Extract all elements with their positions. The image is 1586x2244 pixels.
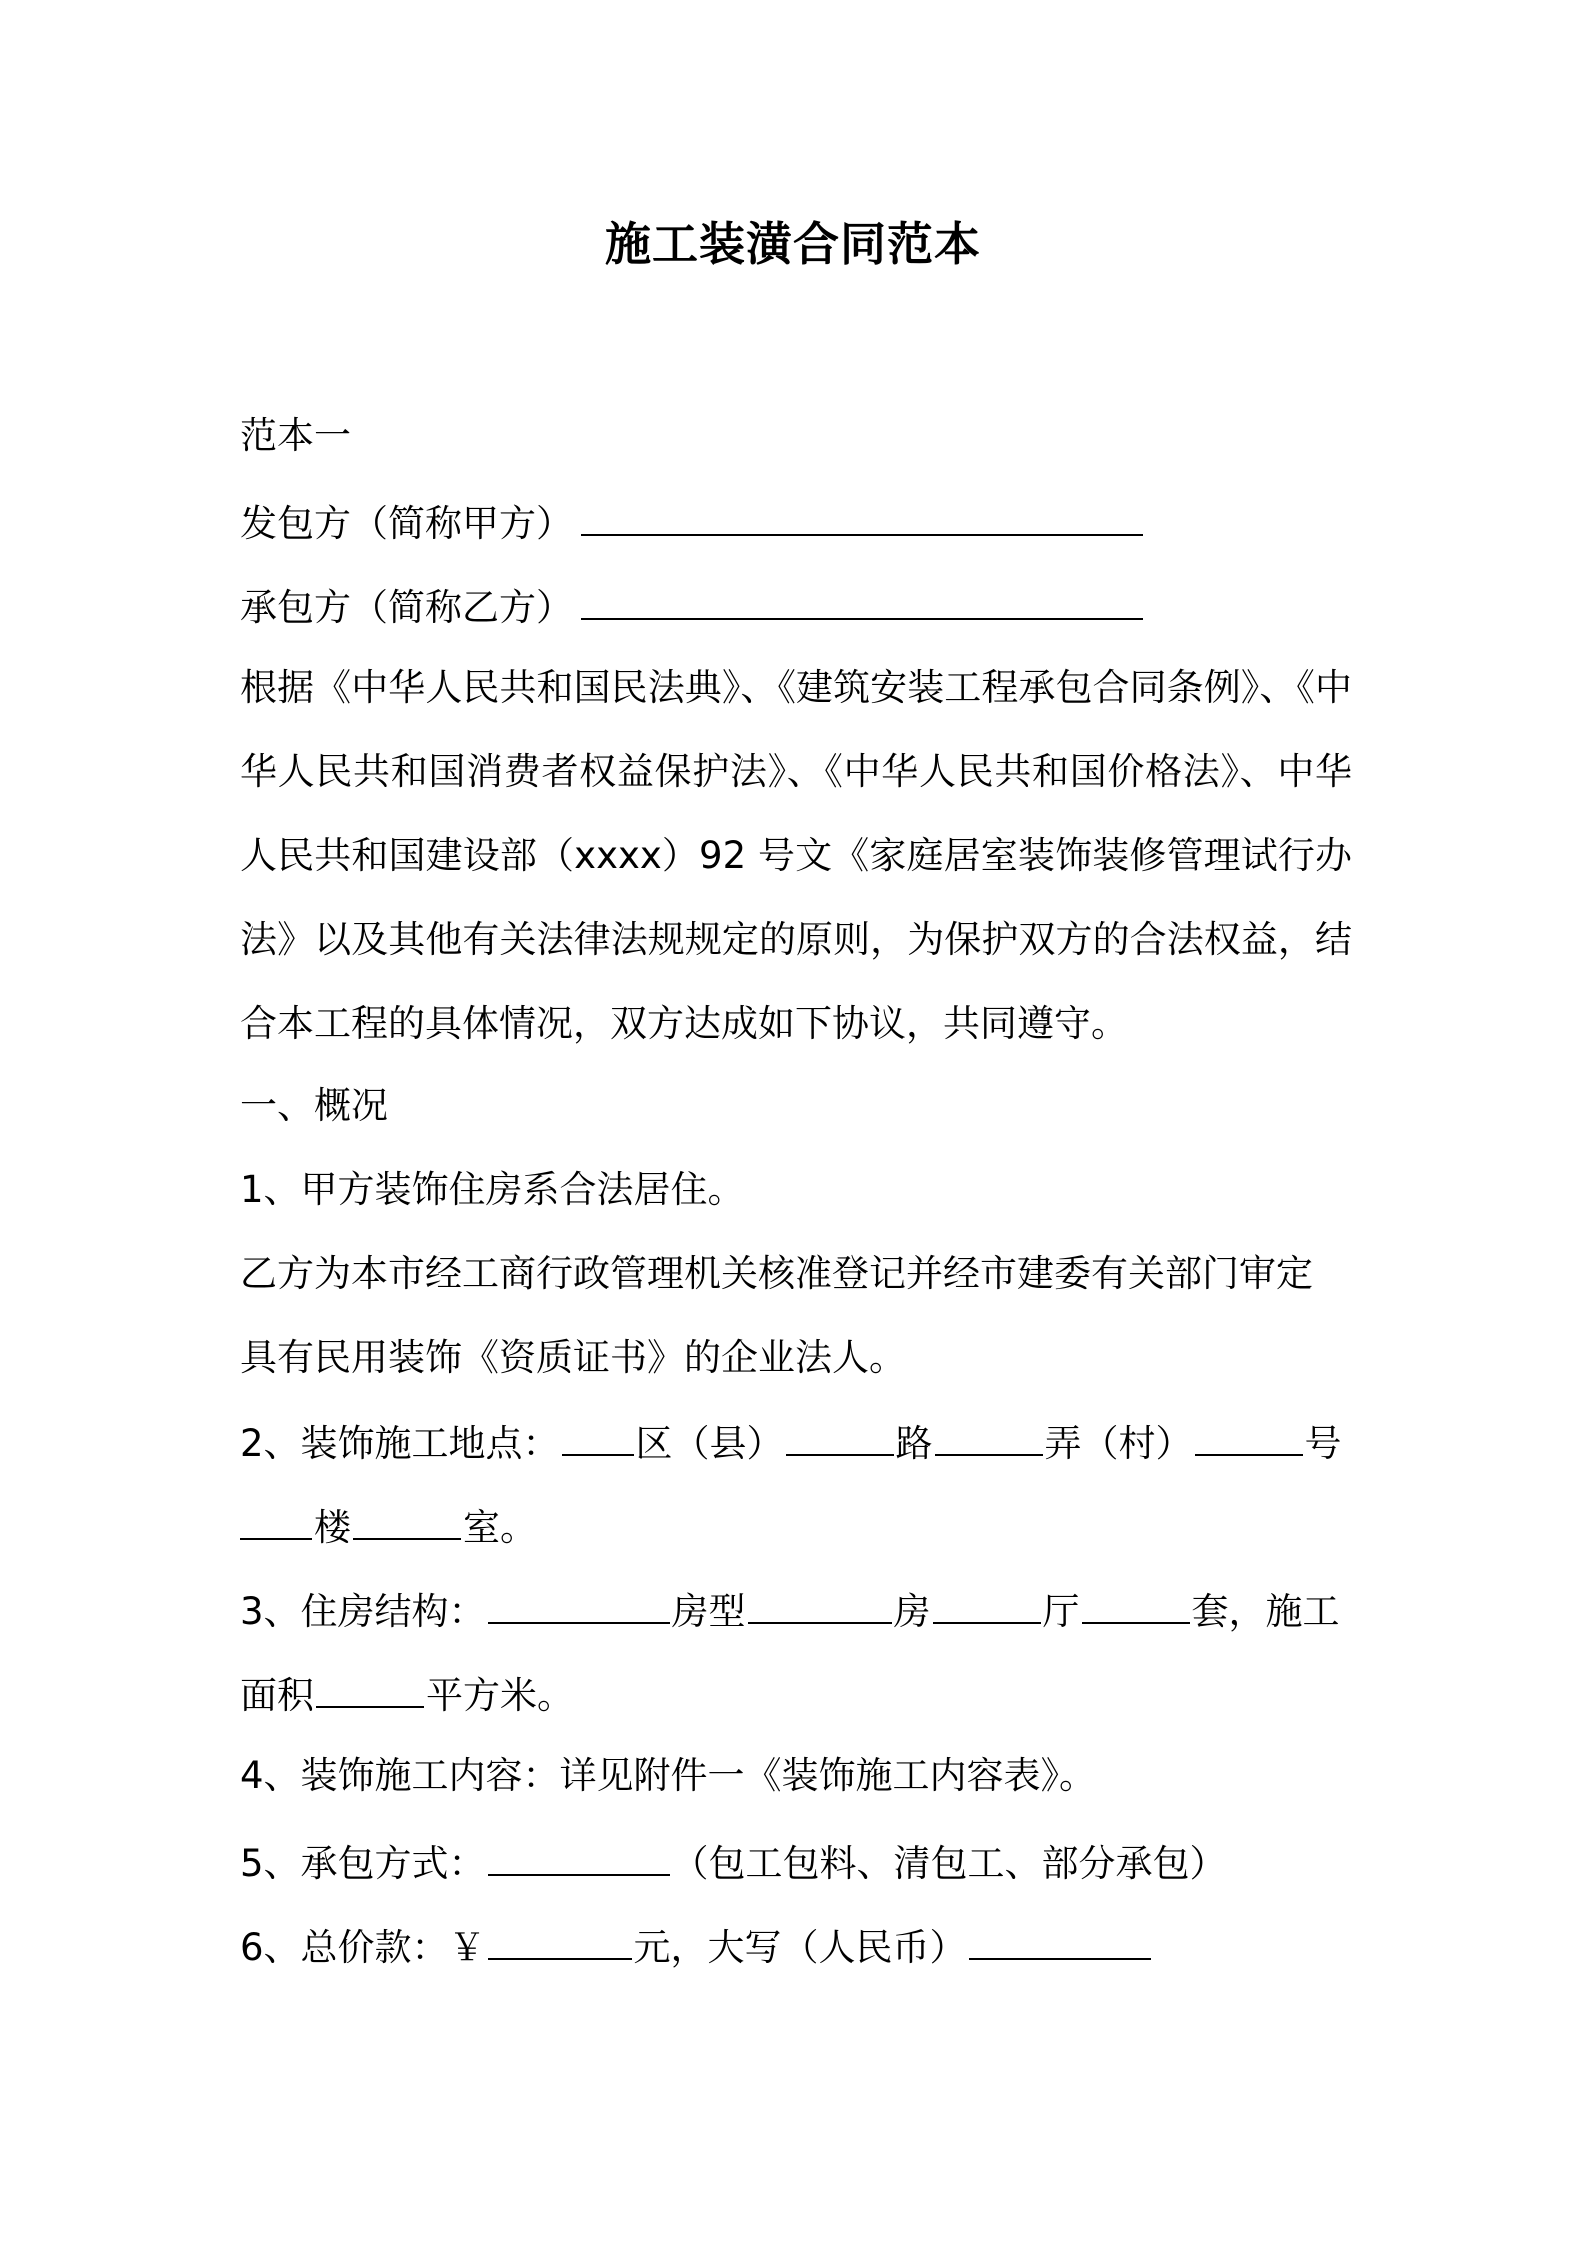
number-label: 号: [1304, 1422, 1342, 1465]
item6-line: [240, 1918, 1153, 1974]
building-blank[interactable]: [240, 1498, 312, 1540]
sample-label: 范本一: [240, 414, 351, 457]
district-blank[interactable]: [562, 1414, 634, 1456]
road-label: 路: [895, 1422, 933, 1465]
lane-blank[interactable]: [935, 1414, 1043, 1456]
lane-label: 弄（村）: [1044, 1422, 1193, 1465]
item3-prefix: 3、住房结构：: [240, 1590, 486, 1633]
party-b-label: 承包方（简称乙方）: [240, 586, 573, 629]
item2-prefix: 2、装饰施工地点：: [240, 1422, 560, 1465]
area-label: 面积: [240, 1674, 314, 1717]
rooms-blank[interactable]: [933, 1582, 1041, 1624]
total-price-blank[interactable]: [488, 1918, 632, 1960]
item1-cont-1: 乙方为本市经工商行政管理机关核准登记并经市建委有关部门审定: [240, 1252, 1313, 1295]
item3-line-1: [240, 1582, 1340, 1638]
party-b-blank[interactable]: [581, 578, 1143, 620]
item1: 1、甲方装饰住房系合法居住。: [240, 1168, 745, 1211]
item5-options: （包工包料、清包工、部分承包）: [671, 1842, 1227, 1885]
party-a-blank[interactable]: [581, 494, 1143, 536]
room-blank[interactable]: [353, 1498, 461, 1540]
item5-prefix: 5、承包方式：: [240, 1842, 486, 1885]
area-blank[interactable]: [316, 1666, 424, 1708]
document-title: 施工装潢合同范本: [605, 217, 981, 271]
number-blank[interactable]: [1195, 1414, 1303, 1456]
preamble-line-4: 法》以及其他有关法律法规规定的原则，为保护双方的合法权益，结: [240, 918, 1352, 961]
party-a-label: 发包方（简称甲方）: [240, 502, 573, 545]
type-blank[interactable]: [748, 1582, 892, 1624]
item1-cont-2: 具有民用装饰《资质证书》的企业法人。: [240, 1336, 906, 1379]
item2-line-1: [240, 1414, 1342, 1470]
preamble-line-1: 根据《中华人民共和国民法典》、《建筑安装工程承包合同条例》、《中: [240, 666, 1352, 709]
halls-blank[interactable]: [1082, 1582, 1190, 1624]
total-price-words-blank[interactable]: [969, 1918, 1151, 1960]
road-blank[interactable]: [786, 1414, 894, 1456]
item5-line: [240, 1834, 1227, 1890]
item2-line-2: [240, 1498, 537, 1554]
preamble-line-5: 合本工程的具体情况，双方达成如下协议，共同遵守。: [240, 1002, 1128, 1045]
preamble-line-2: 华人民共和国消费者权益保护法》、《中华人民共和国价格法》、中华: [240, 750, 1352, 793]
preamble-line-3: 人民共和国建设部（xxxx）92 号文《家庭居室装饰装修管理试行办: [240, 834, 1352, 877]
contract-method-blank[interactable]: [488, 1834, 670, 1876]
item4: 4、装饰施工内容：详见附件一《装饰施工内容表》。: [240, 1754, 1097, 1797]
section1-heading: 一、概况: [240, 1084, 388, 1127]
type-label: 房型: [671, 1590, 746, 1633]
sets-label: 套，施工: [1191, 1590, 1340, 1633]
item6-prefix: 6、总价款：￥: [240, 1926, 486, 1969]
structure-blank[interactable]: [488, 1582, 670, 1624]
party-a-line: [240, 494, 1145, 550]
building-label: 楼: [314, 1506, 351, 1549]
party-b-line: [240, 578, 1145, 634]
item3-line-2: [240, 1666, 574, 1722]
district-label: 区（县）: [635, 1422, 784, 1465]
rooms-label: 房: [893, 1590, 931, 1633]
item6-unit: 元，大写（人民币）: [633, 1926, 967, 1969]
room-label: 室。: [463, 1506, 537, 1549]
area-unit: 平方米。: [426, 1674, 574, 1717]
halls-label: 厅: [1042, 1590, 1080, 1633]
